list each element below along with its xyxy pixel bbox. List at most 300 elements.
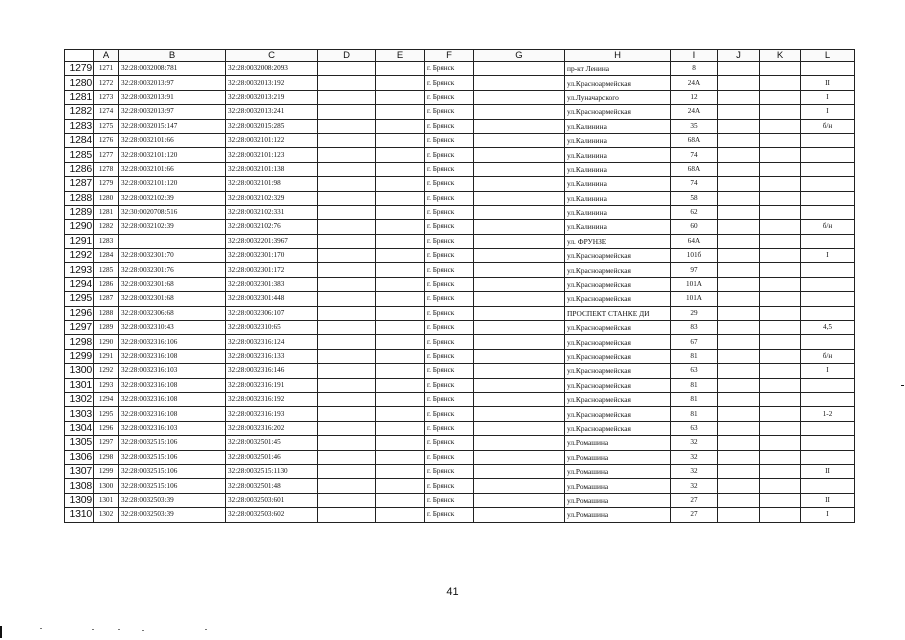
row-number[interactable]: 1304 (65, 421, 94, 435)
cell-e[interactable] (376, 148, 425, 162)
cell-j[interactable] (718, 464, 760, 478)
cell-e[interactable] (376, 321, 425, 335)
cell-a[interactable]: 1282 (94, 220, 119, 234)
cell-i[interactable]: 81 (671, 349, 718, 363)
cell-l[interactable]: II (801, 76, 855, 90)
cell-k[interactable] (760, 177, 801, 191)
cell-c[interactable]: 32:28:0032013:192 (226, 76, 318, 90)
cell-i[interactable]: 67 (671, 335, 718, 349)
cell-e[interactable] (376, 479, 425, 493)
cell-e[interactable] (376, 421, 425, 435)
cell-g[interactable] (474, 464, 565, 478)
cell-f[interactable]: г. Брянск (425, 407, 474, 421)
row-number[interactable]: 1298 (65, 335, 94, 349)
cell-j[interactable] (718, 378, 760, 392)
cell-k[interactable] (760, 191, 801, 205)
cell-a[interactable]: 1290 (94, 335, 119, 349)
cell-c[interactable]: 32:28:0032013:241 (226, 105, 318, 119)
cell-f[interactable]: г. Брянск (425, 378, 474, 392)
cell-a[interactable]: 1288 (94, 306, 119, 320)
cell-d[interactable] (318, 162, 376, 176)
cell-f[interactable]: г. Брянск (425, 119, 474, 133)
cell-h[interactable]: ул.Калинина (565, 148, 671, 162)
cell-i[interactable]: 97 (671, 263, 718, 277)
cell-a[interactable]: 1274 (94, 105, 119, 119)
row-number[interactable]: 1288 (65, 191, 94, 205)
cell-j[interactable] (718, 407, 760, 421)
cell-f[interactable]: г. Брянск (425, 162, 474, 176)
cell-f[interactable]: г. Брянск (425, 364, 474, 378)
cell-l[interactable]: II (801, 493, 855, 507)
cell-h[interactable]: ул.Красноармейская (565, 364, 671, 378)
cell-c[interactable]: 32:28:0032501:46 (226, 450, 318, 464)
cell-b[interactable]: 32:30:0020708:516 (119, 205, 226, 219)
cell-g[interactable] (474, 421, 565, 435)
cell-f[interactable]: г. Брянск (425, 90, 474, 104)
cell-i[interactable]: 32 (671, 436, 718, 450)
column-header-l[interactable]: L (801, 50, 855, 62)
cell-l[interactable] (801, 421, 855, 435)
cell-g[interactable] (474, 62, 565, 76)
cell-f[interactable]: г. Брянск (425, 76, 474, 90)
cell-i[interactable]: 101А (671, 277, 718, 291)
cell-h[interactable]: ул.Красноармейская (565, 321, 671, 335)
cell-k[interactable] (760, 392, 801, 406)
cell-i[interactable]: 32 (671, 479, 718, 493)
cell-g[interactable] (474, 508, 565, 522)
cell-a[interactable]: 1293 (94, 378, 119, 392)
cell-b[interactable]: 32:28:0032316:108 (119, 378, 226, 392)
cell-k[interactable] (760, 321, 801, 335)
cell-g[interactable] (474, 191, 565, 205)
cell-f[interactable]: г. Брянск (425, 249, 474, 263)
cell-i[interactable]: 58 (671, 191, 718, 205)
cell-l[interactable]: I (801, 249, 855, 263)
row-number[interactable]: 1287 (65, 177, 94, 191)
cell-l[interactable]: I (801, 364, 855, 378)
cell-e[interactable] (376, 464, 425, 478)
cell-h[interactable]: ул.Калинина (565, 220, 671, 234)
cell-d[interactable] (318, 249, 376, 263)
row-number[interactable]: 1303 (65, 407, 94, 421)
row-number[interactable]: 1284 (65, 133, 94, 147)
cell-b[interactable]: 32:28:0032310:43 (119, 321, 226, 335)
cell-k[interactable] (760, 277, 801, 291)
cell-c[interactable]: 32:28:0032008:2093 (226, 62, 318, 76)
cell-g[interactable] (474, 133, 565, 147)
cell-i[interactable]: 24А (671, 105, 718, 119)
corner-cell[interactable] (65, 50, 94, 62)
cell-d[interactable] (318, 436, 376, 450)
cell-c[interactable]: 32:28:0032101:123 (226, 148, 318, 162)
cell-f[interactable]: г. Брянск (425, 263, 474, 277)
cell-c[interactable]: 32:28:0032310:65 (226, 321, 318, 335)
cell-k[interactable] (760, 133, 801, 147)
cell-e[interactable] (376, 220, 425, 234)
cell-f[interactable]: г. Брянск (425, 306, 474, 320)
cell-k[interactable] (760, 306, 801, 320)
cell-k[interactable] (760, 90, 801, 104)
cell-j[interactable] (718, 493, 760, 507)
cell-b[interactable]: 32:28:0032316:106 (119, 335, 226, 349)
row-number[interactable]: 1293 (65, 263, 94, 277)
row-number[interactable]: 1305 (65, 436, 94, 450)
cell-g[interactable] (474, 90, 565, 104)
row-number[interactable]: 1307 (65, 464, 94, 478)
cell-c[interactable]: 32:28:0032301:172 (226, 263, 318, 277)
cell-h[interactable]: ул.Красноармейская (565, 277, 671, 291)
column-header-h[interactable]: H (565, 50, 671, 62)
row-number[interactable]: 1289 (65, 205, 94, 219)
cell-f[interactable]: г. Брянск (425, 205, 474, 219)
cell-g[interactable] (474, 220, 565, 234)
cell-l[interactable] (801, 436, 855, 450)
cell-d[interactable] (318, 407, 376, 421)
cell-d[interactable] (318, 464, 376, 478)
cell-e[interactable] (376, 133, 425, 147)
column-header-g[interactable]: G (474, 50, 565, 62)
cell-b[interactable]: 32:28:0032013:97 (119, 76, 226, 90)
cell-e[interactable] (376, 263, 425, 277)
cell-i[interactable]: 29 (671, 306, 718, 320)
cell-b[interactable]: 32:28:0032503:39 (119, 508, 226, 522)
cell-c[interactable]: 32:28:0032301:170 (226, 249, 318, 263)
cell-g[interactable] (474, 249, 565, 263)
cell-i[interactable]: 101А (671, 292, 718, 306)
column-header-i[interactable]: I (671, 50, 718, 62)
cell-h[interactable]: ул.Красноармейская (565, 105, 671, 119)
cell-k[interactable] (760, 105, 801, 119)
cell-i[interactable]: 83 (671, 321, 718, 335)
cell-g[interactable] (474, 335, 565, 349)
cell-c[interactable]: 32:28:0032316:192 (226, 392, 318, 406)
cell-c[interactable]: 32:28:0032316:124 (226, 335, 318, 349)
cell-g[interactable] (474, 436, 565, 450)
cell-l[interactable] (801, 263, 855, 277)
cell-g[interactable] (474, 234, 565, 248)
cell-b[interactable] (119, 234, 226, 248)
cell-k[interactable] (760, 450, 801, 464)
cell-i[interactable]: 32 (671, 450, 718, 464)
cell-h[interactable]: ул.Ромашина (565, 464, 671, 478)
cell-b[interactable]: 32:28:0032301:76 (119, 263, 226, 277)
cell-h[interactable]: ул.Ромашина (565, 508, 671, 522)
cell-i[interactable]: 24А (671, 76, 718, 90)
cell-b[interactable]: 32:28:0032101:120 (119, 148, 226, 162)
cell-l[interactable] (801, 450, 855, 464)
cell-d[interactable] (318, 421, 376, 435)
cell-j[interactable] (718, 364, 760, 378)
cell-h[interactable]: ул.Красноармейская (565, 335, 671, 349)
cell-f[interactable]: г. Брянск (425, 321, 474, 335)
cell-a[interactable]: 1301 (94, 493, 119, 507)
cell-f[interactable]: г. Брянск (425, 62, 474, 76)
column-header-k[interactable]: K (760, 50, 801, 62)
cell-c[interactable]: 32:28:0032316:146 (226, 364, 318, 378)
cell-d[interactable] (318, 277, 376, 291)
column-header-e[interactable]: E (376, 50, 425, 62)
cell-c[interactable]: 32:28:0032316:191 (226, 378, 318, 392)
cell-b[interactable]: 32:28:0032515:106 (119, 450, 226, 464)
cell-d[interactable] (318, 479, 376, 493)
cell-e[interactable] (376, 62, 425, 76)
cell-a[interactable]: 1276 (94, 133, 119, 147)
row-number[interactable]: 1306 (65, 450, 94, 464)
cell-h[interactable]: ул.Красноармейская (565, 407, 671, 421)
cell-i[interactable]: 101б (671, 249, 718, 263)
cell-h[interactable]: ул.Красноармейская (565, 292, 671, 306)
cell-a[interactable]: 1294 (94, 392, 119, 406)
cell-i[interactable]: 32 (671, 464, 718, 478)
cell-d[interactable] (318, 62, 376, 76)
cell-k[interactable] (760, 119, 801, 133)
cell-i[interactable]: 12 (671, 90, 718, 104)
cell-l[interactable] (801, 133, 855, 147)
cell-h[interactable]: ул.Красноармейская (565, 378, 671, 392)
row-number[interactable]: 1294 (65, 277, 94, 291)
row-number[interactable]: 1301 (65, 378, 94, 392)
cell-d[interactable] (318, 321, 376, 335)
cell-d[interactable] (318, 335, 376, 349)
cell-g[interactable] (474, 76, 565, 90)
cell-e[interactable] (376, 277, 425, 291)
cell-a[interactable]: 1295 (94, 407, 119, 421)
cell-f[interactable]: г. Брянск (425, 493, 474, 507)
column-header-c[interactable]: C (226, 50, 318, 62)
cell-k[interactable] (760, 335, 801, 349)
cell-j[interactable] (718, 479, 760, 493)
cell-d[interactable] (318, 76, 376, 90)
cell-a[interactable]: 1284 (94, 249, 119, 263)
cell-j[interactable] (718, 392, 760, 406)
cell-i[interactable]: 63 (671, 364, 718, 378)
row-number[interactable]: 1291 (65, 234, 94, 248)
cell-b[interactable]: 32:28:0032316:103 (119, 364, 226, 378)
cell-g[interactable] (474, 364, 565, 378)
cell-c[interactable]: 32:28:0032201:3967 (226, 234, 318, 248)
row-number[interactable]: 1285 (65, 148, 94, 162)
row-number[interactable]: 1308 (65, 479, 94, 493)
cell-g[interactable] (474, 205, 565, 219)
cell-a[interactable]: 1296 (94, 421, 119, 435)
row-number[interactable]: 1292 (65, 249, 94, 263)
cell-j[interactable] (718, 436, 760, 450)
cell-h[interactable]: ул.Калинина (565, 205, 671, 219)
cell-a[interactable]: 1273 (94, 90, 119, 104)
row-number[interactable]: 1280 (65, 76, 94, 90)
cell-d[interactable] (318, 133, 376, 147)
cell-k[interactable] (760, 421, 801, 435)
cell-h[interactable]: ул.Калинина (565, 191, 671, 205)
cell-f[interactable]: г. Брянск (425, 508, 474, 522)
cell-i[interactable]: 68А (671, 133, 718, 147)
cell-a[interactable]: 1287 (94, 292, 119, 306)
cell-g[interactable] (474, 378, 565, 392)
cell-f[interactable]: г. Брянск (425, 191, 474, 205)
cell-b[interactable]: 32:28:0032013:97 (119, 105, 226, 119)
cell-b[interactable]: 32:28:0032015:147 (119, 119, 226, 133)
cell-c[interactable]: 32:28:0032503:602 (226, 508, 318, 522)
cell-k[interactable] (760, 234, 801, 248)
cell-f[interactable]: г. Брянск (425, 292, 474, 306)
cell-j[interactable] (718, 133, 760, 147)
cell-f[interactable]: г. Брянск (425, 220, 474, 234)
cell-c[interactable]: 32:28:0032101:98 (226, 177, 318, 191)
cell-l[interactable] (801, 234, 855, 248)
cell-c[interactable]: 32:28:0032316:133 (226, 349, 318, 363)
cell-g[interactable] (474, 349, 565, 363)
cell-c[interactable]: 32:28:0032102:329 (226, 191, 318, 205)
cell-l[interactable] (801, 292, 855, 306)
cell-j[interactable] (718, 105, 760, 119)
row-number[interactable]: 1295 (65, 292, 94, 306)
cell-j[interactable] (718, 62, 760, 76)
cell-l[interactable] (801, 306, 855, 320)
cell-b[interactable]: 32:28:0032008:781 (119, 62, 226, 76)
cell-b[interactable]: 32:28:0032306:68 (119, 306, 226, 320)
cell-f[interactable]: г. Брянск (425, 148, 474, 162)
cell-d[interactable] (318, 508, 376, 522)
cell-k[interactable] (760, 162, 801, 176)
cell-b[interactable]: 32:28:0032301:68 (119, 277, 226, 291)
cell-e[interactable] (376, 306, 425, 320)
cell-d[interactable] (318, 205, 376, 219)
cell-i[interactable]: 81 (671, 378, 718, 392)
cell-h[interactable]: ул.Красноармейская (565, 349, 671, 363)
cell-e[interactable] (376, 364, 425, 378)
cell-a[interactable]: 1292 (94, 364, 119, 378)
cell-l[interactable] (801, 378, 855, 392)
cell-e[interactable] (376, 508, 425, 522)
cell-k[interactable] (760, 479, 801, 493)
cell-l[interactable] (801, 62, 855, 76)
cell-j[interactable] (718, 90, 760, 104)
cell-h[interactable]: ул.Ромашина (565, 450, 671, 464)
cell-a[interactable]: 1302 (94, 508, 119, 522)
cell-e[interactable] (376, 335, 425, 349)
cell-h[interactable]: ул.Ромашина (565, 493, 671, 507)
cell-g[interactable] (474, 162, 565, 176)
cell-f[interactable]: г. Брянск (425, 450, 474, 464)
cell-d[interactable] (318, 234, 376, 248)
cell-g[interactable] (474, 148, 565, 162)
cell-h[interactable]: ул.Калинина (565, 133, 671, 147)
cell-j[interactable] (718, 277, 760, 291)
cell-h[interactable]: ул.Калинина (565, 177, 671, 191)
cell-l[interactable]: I (801, 508, 855, 522)
cell-l[interactable] (801, 177, 855, 191)
cell-i[interactable]: 27 (671, 493, 718, 507)
cell-i[interactable]: 8 (671, 62, 718, 76)
cell-b[interactable]: 32:28:0032316:103 (119, 421, 226, 435)
cell-b[interactable]: 32:28:0032316:108 (119, 407, 226, 421)
row-number[interactable]: 1300 (65, 364, 94, 378)
row-number[interactable]: 1297 (65, 321, 94, 335)
cell-e[interactable] (376, 450, 425, 464)
cell-b[interactable]: 32:28:0032316:108 (119, 392, 226, 406)
cell-k[interactable] (760, 220, 801, 234)
cell-i[interactable]: 74 (671, 177, 718, 191)
cell-f[interactable]: г. Брянск (425, 277, 474, 291)
cell-a[interactable]: 1283 (94, 234, 119, 248)
cell-j[interactable] (718, 177, 760, 191)
cell-d[interactable] (318, 263, 376, 277)
cell-j[interactable] (718, 119, 760, 133)
cell-g[interactable] (474, 407, 565, 421)
cell-i[interactable]: 62 (671, 205, 718, 219)
cell-l[interactable]: I (801, 105, 855, 119)
cell-d[interactable] (318, 349, 376, 363)
row-number[interactable]: 1302 (65, 392, 94, 406)
cell-l[interactable] (801, 392, 855, 406)
cell-f[interactable]: г. Брянск (425, 349, 474, 363)
cell-c[interactable]: 32:28:0032102:76 (226, 220, 318, 234)
cell-d[interactable] (318, 105, 376, 119)
cell-j[interactable] (718, 292, 760, 306)
cell-e[interactable] (376, 105, 425, 119)
cell-b[interactable]: 32:28:0032101:66 (119, 162, 226, 176)
cell-e[interactable] (376, 162, 425, 176)
cell-a[interactable]: 1298 (94, 450, 119, 464)
cell-c[interactable]: 32:28:0032301:383 (226, 277, 318, 291)
cell-c[interactable]: 32:28:0032101:138 (226, 162, 318, 176)
cell-c[interactable]: 32:28:0032015:285 (226, 119, 318, 133)
cell-b[interactable]: 32:28:0032515:106 (119, 479, 226, 493)
cell-k[interactable] (760, 205, 801, 219)
cell-b[interactable]: 32:28:0032301:70 (119, 249, 226, 263)
cell-b[interactable]: 32:28:0032301:68 (119, 292, 226, 306)
cell-b[interactable]: 32:28:0032101:66 (119, 133, 226, 147)
column-header-d[interactable]: D (318, 50, 376, 62)
cell-l[interactable] (801, 205, 855, 219)
cell-g[interactable] (474, 479, 565, 493)
cell-g[interactable] (474, 177, 565, 191)
cell-l[interactable]: I (801, 90, 855, 104)
cell-c[interactable]: 32:28:0032301:448 (226, 292, 318, 306)
cell-k[interactable] (760, 249, 801, 263)
cell-l[interactable] (801, 335, 855, 349)
cell-a[interactable]: 1291 (94, 349, 119, 363)
row-number[interactable]: 1309 (65, 493, 94, 507)
cell-j[interactable] (718, 321, 760, 335)
column-header-b[interactable]: B (119, 50, 226, 62)
cell-g[interactable] (474, 277, 565, 291)
cell-d[interactable] (318, 148, 376, 162)
cell-k[interactable] (760, 407, 801, 421)
cell-a[interactable]: 1272 (94, 76, 119, 90)
cell-k[interactable] (760, 349, 801, 363)
cell-l[interactable] (801, 277, 855, 291)
cell-c[interactable]: 32:28:0032501:45 (226, 436, 318, 450)
cell-j[interactable] (718, 306, 760, 320)
cell-a[interactable]: 1297 (94, 436, 119, 450)
cell-a[interactable]: 1299 (94, 464, 119, 478)
cell-a[interactable]: 1275 (94, 119, 119, 133)
cell-j[interactable] (718, 191, 760, 205)
cell-i[interactable]: 74 (671, 148, 718, 162)
cell-g[interactable] (474, 450, 565, 464)
column-header-a[interactable]: A (94, 50, 119, 62)
cell-k[interactable] (760, 508, 801, 522)
cell-f[interactable]: г. Брянск (425, 335, 474, 349)
cell-j[interactable] (718, 234, 760, 248)
cell-a[interactable]: 1279 (94, 177, 119, 191)
cell-k[interactable] (760, 263, 801, 277)
cell-f[interactable]: г. Брянск (425, 234, 474, 248)
cell-g[interactable] (474, 306, 565, 320)
row-number[interactable]: 1279 (65, 62, 94, 76)
cell-j[interactable] (718, 508, 760, 522)
